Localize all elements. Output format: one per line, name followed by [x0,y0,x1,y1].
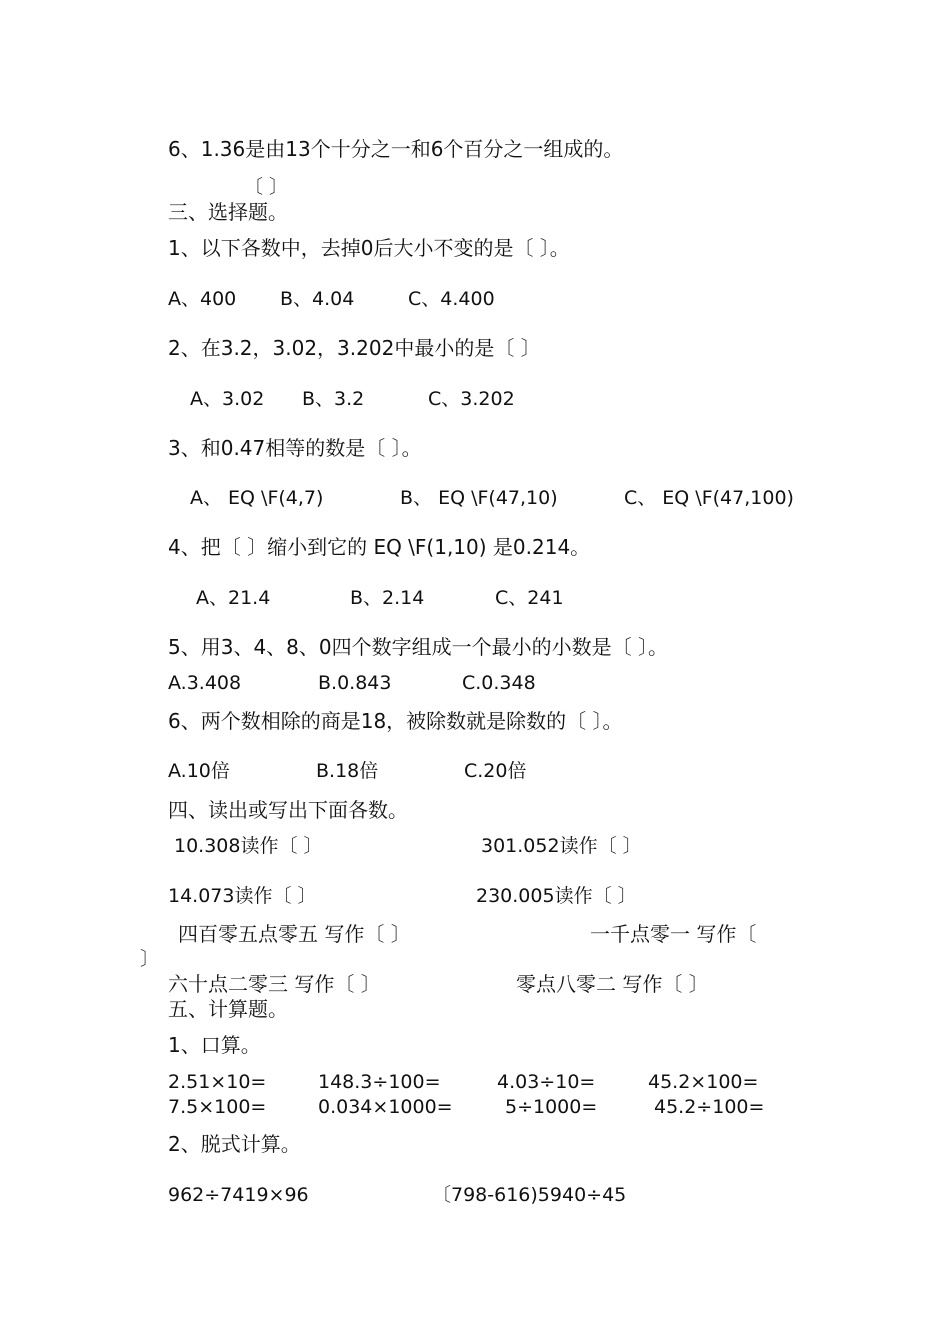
choice-q4-option-c: C、241 [495,587,564,609]
choice-section-heading: 三、选择题。 [168,200,288,224]
calc-section-heading: 五、计算题。 [168,997,288,1021]
write-item-1: 四百零五点零五 写作〔 〕 [178,922,411,946]
read-item-1: 10.308读作〔 〕 [174,835,323,857]
oral-calc-item: 148.3÷100= [318,1071,441,1093]
oral-calc-item: 7.5×100= [168,1096,267,1118]
step-calc-title: 2、脱式计算。 [168,1132,301,1156]
write-item-3: 六十点二零三 写作〔 〕 [168,972,381,996]
choice-question-5: 5、用3、4、8、0四个数字组成一个最小的小数是〔 〕。 [168,635,668,659]
choice-q5-option-b: B.0.843 [318,672,392,694]
choice-q6-option-a: A.10倍 [168,760,230,782]
oral-calc-item: 45.2×100= [648,1071,759,1093]
read-item-4: 230.005读作〔 〕 [476,885,637,907]
choice-question-2: 2、在3.2，3.02，3.202中最小的是〔 〕 [168,336,541,360]
choice-question-6: 6、两个数相除的商是18，被除数就是除数的〔 〕。 [168,709,623,733]
choice-q4-option-a: A、21.4 [196,587,271,609]
oral-calc-item: 2.51×10= [168,1071,267,1093]
oral-calc-item: 4.03÷10= [497,1071,596,1093]
choice-q5-option-a: A.3.408 [168,672,242,694]
read-item-2: 301.052读作〔 〕 [481,835,642,857]
oral-calc-item: 45.2÷100= [654,1096,765,1118]
choice-q3-option-c: C、 EQ \F(47,100) [624,487,794,509]
choice-question-4: 4、把〔 〕缩小到它的 EQ \F(1,10) 是0.214。 [168,535,591,559]
oral-calc-item: 0.034×1000= [318,1096,453,1118]
choice-q3-option-b: B、 EQ \F(47,10) [400,487,558,509]
choice-q2-option-b: B、3.2 [302,388,365,410]
choice-q6-option-c: C.20倍 [464,760,527,782]
write-item-4: 零点八零二 写作〔 〕 [516,972,709,996]
choice-q1-option-a: A、400 [168,288,237,310]
choice-q4-option-b: B、2.14 [350,587,425,609]
choice-q5-option-c: C.0.348 [462,672,536,694]
choice-q2-option-c: C、3.202 [428,388,515,410]
step-calc-item-2: 〔798-616)5940÷45 [432,1184,627,1206]
judge-question-6: 6、1.36是由13个十分之一和6个百分之一组成的。 [168,137,624,161]
choice-q2-option-a: A、3.02 [190,388,265,410]
choice-q1-option-c: C、4.400 [408,288,495,310]
choice-q1-option-b: B、4.04 [280,288,355,310]
step-calc-item-1: 962÷7419×96 [168,1184,309,1206]
oral-calc-title: 1、口算。 [168,1033,261,1057]
read-item-3: 14.073读作〔 〕 [168,885,317,907]
read-write-heading: 四、读出或写出下面各数。 [168,798,408,822]
choice-question-1: 1、以下各数中，去掉0后大小不变的是〔 〕。 [168,236,570,260]
choice-q3-option-a: A、 EQ \F(4,7) [190,487,324,509]
write-item-2-closing-bracket: 〕 [140,948,160,970]
choice-q6-option-b: B.18倍 [316,760,379,782]
oral-calc-item: 5÷1000= [505,1096,598,1118]
judge-answer-blank: 〔 〕 [244,176,289,198]
write-item-2: 一千点零一 写作〔 [590,922,757,946]
choice-question-3: 3、和0.47相等的数是〔 〕。 [168,436,422,460]
